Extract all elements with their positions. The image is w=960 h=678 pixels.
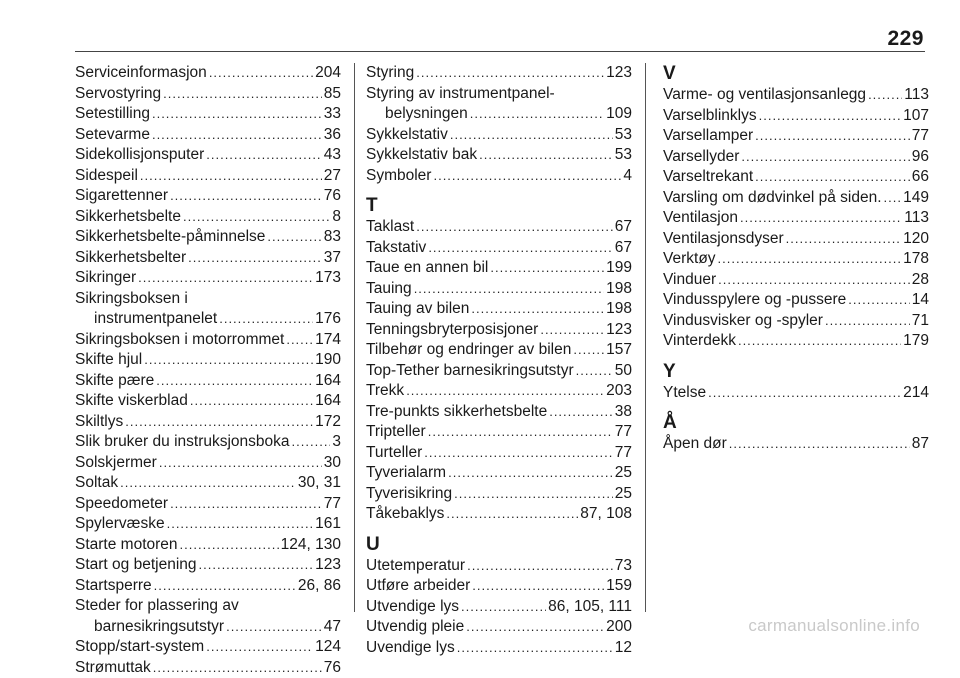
entry-page: 172 xyxy=(315,412,341,433)
entry-term: Tilbehør og endringer av bilen xyxy=(366,340,571,361)
entry-term: Tauing xyxy=(366,279,412,300)
index-entry xyxy=(75,84,341,105)
dot-leader xyxy=(154,576,296,597)
dot-leader xyxy=(144,350,313,371)
index-entry xyxy=(366,238,632,259)
index-entry xyxy=(366,443,632,464)
entry-page: 53 xyxy=(615,145,632,166)
entry-term: Skifte hjul xyxy=(75,350,142,371)
dot-leader xyxy=(138,268,313,289)
section-letter: Y xyxy=(663,361,929,383)
index-entry xyxy=(366,463,632,484)
dot-leader xyxy=(471,299,604,320)
dot-leader xyxy=(448,463,613,484)
entry-page: 25 xyxy=(615,463,632,484)
index-entry xyxy=(663,331,929,352)
entry-page: 76 xyxy=(324,186,341,207)
index-entry xyxy=(366,320,632,341)
entry-term: Taklast xyxy=(366,217,414,238)
entry-page: 123 xyxy=(315,555,341,576)
dot-leader xyxy=(755,167,910,188)
entry-page: 161 xyxy=(315,514,341,535)
dot-leader xyxy=(450,125,613,146)
dot-leader xyxy=(170,494,322,515)
index-entry xyxy=(75,125,341,146)
entry-page: 178 xyxy=(903,249,929,270)
index-entry xyxy=(663,434,929,455)
index-entry xyxy=(366,361,632,382)
entry-term: Uvendige lys xyxy=(366,638,455,659)
entry-term: Varme- og ventilasjonsanlegg xyxy=(663,85,866,106)
entry-page: 77 xyxy=(615,422,632,443)
dot-leader xyxy=(446,504,578,525)
dot-leader xyxy=(199,555,314,576)
dot-leader xyxy=(190,391,313,412)
entry-term: Turteller xyxy=(366,443,422,464)
dot-leader xyxy=(267,227,321,248)
index-entry xyxy=(75,268,341,289)
entry-term: Trekk xyxy=(366,381,404,402)
dot-leader xyxy=(286,330,313,351)
entry-page: 198 xyxy=(606,299,632,320)
index-entry xyxy=(366,617,632,638)
entry-term: Skiltlys xyxy=(75,412,123,433)
entry-page: 200 xyxy=(606,617,632,638)
index-entry xyxy=(663,188,929,209)
entry-page: 123 xyxy=(606,320,632,341)
entry-page: 12 xyxy=(615,638,632,659)
index-entry xyxy=(366,63,632,84)
dot-leader xyxy=(206,637,313,658)
entry-page: 73 xyxy=(615,556,632,577)
entry-page: 190 xyxy=(315,350,341,371)
entry-page: 30, 31 xyxy=(298,473,341,494)
index-entry xyxy=(366,125,632,146)
dot-leader xyxy=(466,617,604,638)
index-column-1 xyxy=(75,63,341,678)
entry-page: 76 xyxy=(324,658,341,678)
entry-page: 149 xyxy=(903,188,929,209)
entry-term: Tripteller xyxy=(366,422,426,443)
entry-page: 214 xyxy=(903,383,929,404)
entry-term: Symboler xyxy=(366,166,431,187)
index-entry xyxy=(75,473,341,494)
entry-page: 113 xyxy=(904,85,929,106)
entry-term: Servostyring xyxy=(75,84,161,105)
entry-term: Soltak xyxy=(75,473,118,494)
index-entry xyxy=(75,166,341,187)
entry-page: 198 xyxy=(606,279,632,300)
index-entry xyxy=(75,227,341,248)
dot-leader xyxy=(759,106,902,127)
index-entry xyxy=(75,350,341,371)
entry-term: Varselblinklys xyxy=(663,106,757,127)
index-entry xyxy=(366,638,632,659)
dot-leader xyxy=(708,383,901,404)
entry-page: 164 xyxy=(315,391,341,412)
entry-page: 159 xyxy=(606,576,632,597)
entry-term: Sikringsboksen i motorrommet xyxy=(75,330,284,351)
entry-term: Sykkelstativ xyxy=(366,125,448,146)
entry-page: 124, 130 xyxy=(281,535,341,556)
entry-term: Takstativ xyxy=(366,238,426,259)
index-entry xyxy=(366,217,632,238)
index-entry xyxy=(663,167,929,188)
dot-leader xyxy=(292,432,331,453)
entry-page: 77 xyxy=(912,126,929,147)
entry-term: Strømuttak xyxy=(75,658,151,678)
dot-leader xyxy=(180,535,279,556)
entry-term: Varsling om dødvinkel på siden. xyxy=(663,188,882,209)
entry-term: Vinterdekk xyxy=(663,331,736,352)
entry-page: 120 xyxy=(903,229,929,250)
entry-term: Utføre arbeider xyxy=(366,576,470,597)
entry-term: Sigarettenner xyxy=(75,186,168,207)
dot-leader xyxy=(741,147,909,168)
page-number: 229 xyxy=(887,27,924,51)
entry-term: Ytelse xyxy=(663,383,706,404)
entry-term: Tåkebaklys xyxy=(366,504,444,525)
entry-term: Sikkerhetsbelte-påminnelse xyxy=(75,227,265,248)
dot-leader xyxy=(457,638,613,659)
dot-leader xyxy=(576,361,613,382)
entry-page: 174 xyxy=(315,330,341,351)
header-rule xyxy=(75,51,925,52)
index-entry xyxy=(663,383,929,404)
index-entry xyxy=(366,340,632,361)
dot-leader xyxy=(163,84,322,105)
entry-term: Taue en annen bil xyxy=(366,258,488,279)
entry-term: Tre-punkts sikkerhetsbelte xyxy=(366,402,547,423)
entry-term: Start og betjening xyxy=(75,555,197,576)
dot-leader xyxy=(125,412,313,433)
entry-page: 14 xyxy=(912,290,929,311)
dot-leader xyxy=(159,453,322,474)
index-entry xyxy=(663,229,929,250)
entry-page: 66 xyxy=(912,167,929,188)
index-entry xyxy=(366,402,632,423)
entry-term: Serviceinformasjon xyxy=(75,63,207,84)
index-entry xyxy=(75,576,341,597)
entry-term: Setevarme xyxy=(75,125,150,146)
dot-leader xyxy=(406,381,604,402)
entry-page: 30 xyxy=(324,453,341,474)
entry-term: Sykkelstativ bak xyxy=(366,145,477,166)
entry-term: Åpen dør xyxy=(663,434,727,455)
index-entry xyxy=(75,207,341,228)
entry-term: Sidespeil xyxy=(75,166,138,187)
dot-leader xyxy=(740,208,902,229)
entry-page: 25 xyxy=(615,484,632,505)
dot-leader xyxy=(152,125,322,146)
entry-term: Setestilling xyxy=(75,104,150,125)
entry-term: Speedometer xyxy=(75,494,168,515)
dot-leader xyxy=(153,658,322,678)
entry-page: 26, 86 xyxy=(298,576,341,597)
dot-leader xyxy=(120,473,296,494)
entry-page: 37 xyxy=(324,248,341,269)
dot-leader xyxy=(461,597,546,618)
entry-page: 83 xyxy=(324,227,341,248)
entry-page: 87, 108 xyxy=(580,504,632,525)
entry-page: 50 xyxy=(615,361,632,382)
entry-term: Ventilasjon xyxy=(663,208,738,229)
index-entry xyxy=(75,371,341,392)
entry-page: 173 xyxy=(315,268,341,289)
index-entry xyxy=(366,576,632,597)
index-entry xyxy=(366,145,632,166)
entry-page: 77 xyxy=(615,443,632,464)
entry-term: Startsperre xyxy=(75,576,152,597)
entry-page: 157 xyxy=(606,340,632,361)
entry-term-continued: instrumentpanelet xyxy=(94,309,217,330)
entry-term: Varseltrekant xyxy=(663,167,753,188)
entry-page: 164 xyxy=(315,371,341,392)
dot-leader xyxy=(219,309,313,330)
entry-term: Sidekollisjonsputer xyxy=(75,145,204,166)
entry-page: 96 xyxy=(912,147,929,168)
entry-page: 8 xyxy=(332,207,341,228)
index-entry xyxy=(663,106,929,127)
index-entry xyxy=(75,596,341,637)
dot-leader xyxy=(884,188,902,209)
entry-term: Tenningsbryterposisjoner xyxy=(366,320,538,341)
entry-term: Utetemperatur xyxy=(366,556,465,577)
index-entry xyxy=(75,514,341,535)
column-divider xyxy=(645,63,646,612)
dot-leader xyxy=(467,556,613,577)
dot-leader xyxy=(206,145,322,166)
index-entry xyxy=(366,166,632,187)
dot-leader xyxy=(718,249,902,270)
entry-term: Sikkerhetsbelter xyxy=(75,248,186,269)
entry-term: Sikringsboksen i xyxy=(75,289,341,310)
entry-page: 86, 105, 111 xyxy=(548,597,632,618)
section-letter: U xyxy=(366,534,632,556)
entry-term: Sikringer xyxy=(75,268,136,289)
entry-page: 176 xyxy=(315,309,341,330)
dot-leader xyxy=(848,290,910,311)
entry-page: 107 xyxy=(903,106,929,127)
dot-leader xyxy=(156,371,313,392)
dot-leader xyxy=(454,484,613,505)
dot-leader xyxy=(718,270,910,291)
entry-term: Utvendig pleie xyxy=(366,617,464,638)
index-entry xyxy=(75,248,341,269)
entry-term: Tauing av bilen xyxy=(366,299,469,320)
index-column-2 xyxy=(366,63,632,658)
watermark: carmanualsonline.info xyxy=(748,616,920,636)
entry-page: 47 xyxy=(324,617,341,638)
index-entry xyxy=(75,289,341,330)
index-entry xyxy=(75,494,341,515)
dot-leader xyxy=(209,63,313,84)
dot-leader xyxy=(140,166,322,187)
dot-leader xyxy=(490,258,604,279)
dot-leader xyxy=(540,320,604,341)
entry-term: Styring xyxy=(366,63,414,84)
dot-leader xyxy=(470,104,604,125)
dot-leader xyxy=(183,207,330,228)
index-entry xyxy=(663,208,929,229)
entry-term: Tyverialarm xyxy=(366,463,446,484)
index-entry xyxy=(366,484,632,505)
index-entry xyxy=(75,330,341,351)
entry-page: 204 xyxy=(315,63,341,84)
index-entry xyxy=(366,279,632,300)
entry-page: 77 xyxy=(324,494,341,515)
entry-page: 199 xyxy=(606,258,632,279)
index-entry xyxy=(75,453,341,474)
dot-leader xyxy=(226,617,322,638)
entry-continuation xyxy=(75,309,341,330)
entry-page: 203 xyxy=(606,381,632,402)
index-entry xyxy=(75,432,341,453)
dot-leader xyxy=(188,248,322,269)
entry-term: Vindusvisker og -spyler xyxy=(663,311,823,332)
index-entry xyxy=(663,311,929,332)
entry-term: Skifte viskerblad xyxy=(75,391,188,412)
dot-leader xyxy=(424,443,612,464)
index-column-3 xyxy=(663,63,929,455)
index-entry xyxy=(75,658,341,678)
entry-term: Vinduer xyxy=(663,270,716,291)
entry-term: Utvendige lys xyxy=(366,597,459,618)
index-entry xyxy=(663,126,929,147)
entry-term-continued: barnesikringsutstyr xyxy=(94,617,224,638)
entry-page: 28 xyxy=(912,270,929,291)
index-entry xyxy=(663,249,929,270)
dot-leader xyxy=(416,63,604,84)
index-entry xyxy=(75,63,341,84)
index-entry xyxy=(75,412,341,433)
column-divider xyxy=(354,63,355,612)
index-entry xyxy=(366,597,632,618)
dot-leader xyxy=(167,514,314,535)
index-entry xyxy=(663,85,929,106)
entry-page: 53 xyxy=(615,125,632,146)
index-entry xyxy=(366,556,632,577)
index-entry xyxy=(366,299,632,320)
dot-leader xyxy=(729,434,910,455)
section-letter: V xyxy=(663,63,929,85)
dot-leader xyxy=(416,217,613,238)
index-entry xyxy=(366,381,632,402)
index-entry xyxy=(663,270,929,291)
entry-term-continued: belysningen xyxy=(385,104,468,125)
index-entry xyxy=(75,637,341,658)
entry-term: Varsellyder xyxy=(663,147,739,168)
entry-term: Sikkerhetsbelte xyxy=(75,207,181,228)
entry-term: Top-Tether barnesikringsutstyr xyxy=(366,361,574,382)
entry-continuation xyxy=(366,104,632,125)
entry-term: Verktøy xyxy=(663,249,716,270)
entry-page: 87 xyxy=(912,434,929,455)
dot-leader xyxy=(152,104,322,125)
entry-term: Ventilasjonsdyser xyxy=(663,229,784,250)
dot-leader xyxy=(738,331,901,352)
dot-leader xyxy=(573,340,604,361)
entry-page: 27 xyxy=(324,166,341,187)
dot-leader xyxy=(433,166,621,187)
entry-page: 4 xyxy=(623,166,632,187)
index-entry xyxy=(663,290,929,311)
dot-leader xyxy=(786,229,902,250)
entry-page: 67 xyxy=(615,217,632,238)
entry-page: 43 xyxy=(324,145,341,166)
dot-leader xyxy=(428,422,613,443)
dot-leader xyxy=(170,186,322,207)
entry-term: Skifte pære xyxy=(75,371,154,392)
entry-page: 109 xyxy=(606,104,632,125)
entry-page: 3 xyxy=(332,432,341,453)
index-entry xyxy=(366,504,632,525)
dot-leader xyxy=(428,238,612,259)
index-entry xyxy=(366,422,632,443)
entry-term: Spylervæske xyxy=(75,514,165,535)
index-entry xyxy=(75,145,341,166)
section-letter: T xyxy=(366,195,632,217)
index-entry xyxy=(75,186,341,207)
dot-leader xyxy=(479,145,613,166)
entry-page: 113 xyxy=(904,208,929,229)
index-entry xyxy=(366,84,632,125)
entry-term: Steder for plassering av xyxy=(75,596,341,617)
dot-leader xyxy=(825,311,910,332)
dot-leader xyxy=(868,85,902,106)
entry-term: Stopp/start-system xyxy=(75,637,204,658)
dot-leader xyxy=(472,576,604,597)
entry-page: 85 xyxy=(324,84,341,105)
entry-term: Vindusspylere og -pussere xyxy=(663,290,846,311)
entry-page: 38 xyxy=(615,402,632,423)
entry-page: 179 xyxy=(903,331,929,352)
entry-page: 123 xyxy=(606,63,632,84)
entry-page: 124 xyxy=(315,637,341,658)
index-entry xyxy=(75,391,341,412)
dot-leader xyxy=(755,126,910,147)
entry-term: Slik bruker du instruksjonsboka xyxy=(75,432,290,453)
index-entry xyxy=(75,535,341,556)
entry-page: 71 xyxy=(912,311,929,332)
index-entry xyxy=(663,147,929,168)
dot-leader xyxy=(414,279,604,300)
entry-term: Styring av instrumentpanel- xyxy=(366,84,632,105)
index-entry xyxy=(366,258,632,279)
index-entry xyxy=(75,555,341,576)
dot-leader xyxy=(549,402,613,423)
entry-term: Starte motoren xyxy=(75,535,178,556)
entry-page: 36 xyxy=(324,125,341,146)
entry-page: 67 xyxy=(615,238,632,259)
index-entry xyxy=(75,104,341,125)
entry-page: 33 xyxy=(324,104,341,125)
entry-continuation xyxy=(75,617,341,638)
section-letter: Å xyxy=(663,412,929,434)
entry-term: Varsellamper xyxy=(663,126,753,147)
entry-term: Solskjermer xyxy=(75,453,157,474)
entry-term: Tyverisikring xyxy=(366,484,452,505)
